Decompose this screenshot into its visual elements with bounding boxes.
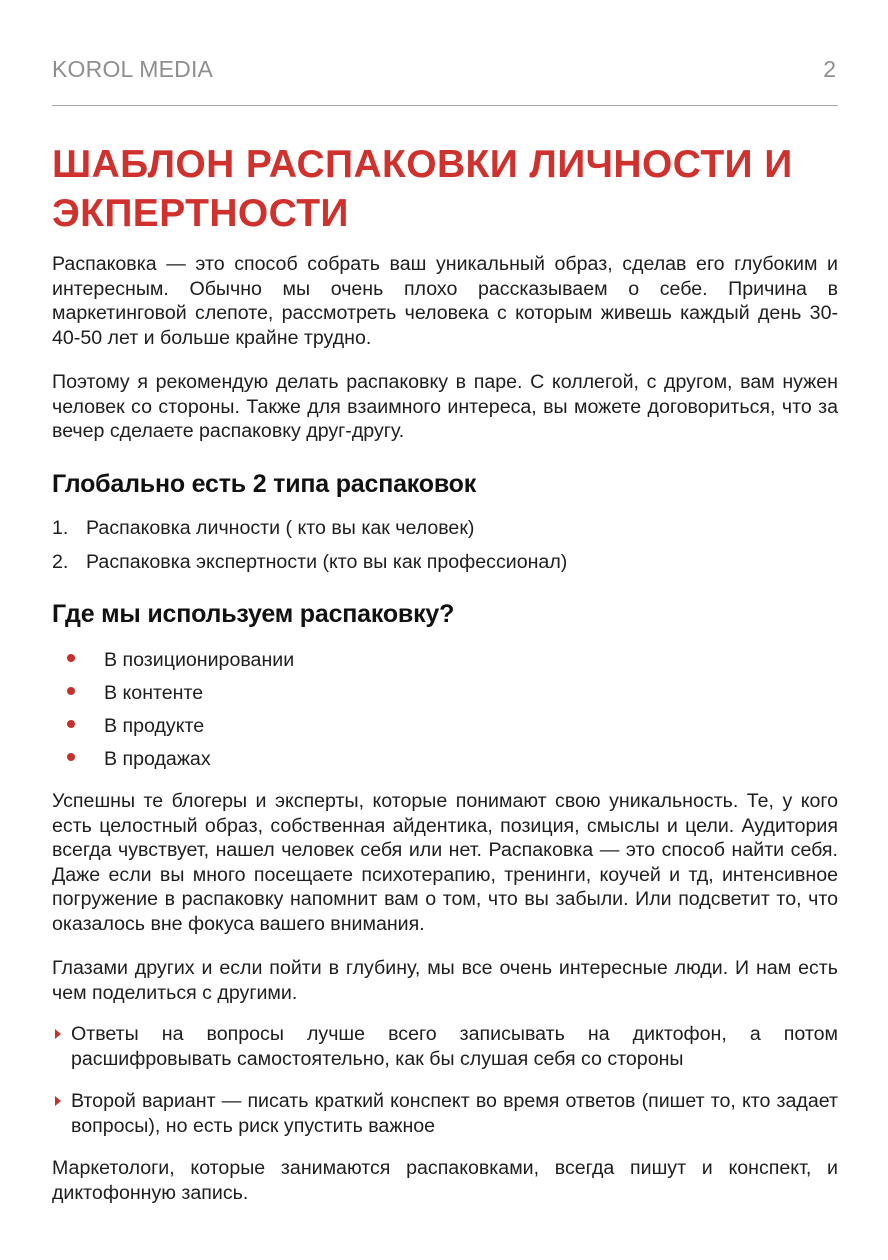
intro-paragraph-2: Поэтому я рекомендую делать распаковку в паре. С коллегой, с другом, вам нужен человек со стороны. Также для взаимного интереса, вы можете договориться, что за вечер сделаете распаковку друг-другу. xyxy=(52,371,838,443)
body-paragraph-2: Глазами других и если пойти в глубину, мы все очень интересные люди. И нам есть чем поделиться с другими. xyxy=(52,957,838,1004)
tip-item xyxy=(52,1089,838,1138)
bullet-text: В контенте xyxy=(104,682,204,704)
list-item xyxy=(52,516,474,540)
tip-text: Ответы на вопросы лучше всего записывать на диктофон, а потом расшифровывать самостоятельно, как бы слушая себя со стороны xyxy=(71,1023,838,1070)
page-number: 2 xyxy=(823,56,836,82)
triangle-bullet-icon xyxy=(55,1029,61,1039)
bullet-dot-icon xyxy=(67,687,75,695)
bullet-text: В продажах xyxy=(104,748,211,770)
closing-paragraph: Маркетологи, которые занимаются распаковками, всегда пишут и конспект, и диктофонную запись. xyxy=(52,1157,838,1204)
body-paragraph-1: Успешны те блогеры и эксперты, которые понимают свою уникальность. Те, у кого есть целостный образ, собственная айдентика, позиция, смыслы и цели. Аудитория всегда чувствует, нашел человек себя или нет. Распаковка — это способ найти себя. Даже если вы много посещаете психотерапию, тренинги, коучей и тд, интенсивное погружение в распаковку напомнит вам о том, что вы забыли. Или подсветит то, что оказалось вне фокуса вашего внимания. xyxy=(52,790,838,935)
list-item-number: 2. xyxy=(52,551,69,573)
tip-text: Второй вариант — писать краткий конспект во время ответов (пишет то, кто задает вопросы), но есть риск упустить важное xyxy=(71,1090,838,1137)
page-header xyxy=(52,54,838,106)
bullet-item xyxy=(64,747,211,771)
bullet-item xyxy=(64,681,203,705)
bullet-dot-icon xyxy=(67,654,75,662)
list-item-text: Распаковка экспертности (кто вы как профессионал) xyxy=(86,551,568,573)
usage-heading: Где мы используем распаковку? xyxy=(52,600,455,628)
page-title: ШАБЛОН РАСПАКОВКИ ЛИЧНОСТИ И ЭКПЕРТНОСТИ xyxy=(52,143,793,235)
bullet-dot-icon xyxy=(67,720,75,728)
list-item-text: Распаковка личности ( кто вы как человек) xyxy=(86,517,475,539)
tip-item xyxy=(52,1022,838,1071)
bullet-text: В позиционировании xyxy=(104,649,295,671)
triangle-bullet-icon xyxy=(55,1096,61,1106)
bullet-text: В продукте xyxy=(104,715,205,737)
brand-name: KOROL MEDIA xyxy=(52,56,214,82)
bullet-item xyxy=(64,648,294,672)
list-item xyxy=(52,550,567,574)
types-heading: Глобально есть 2 типа распаковок xyxy=(52,470,477,498)
bullet-item xyxy=(64,714,204,738)
list-item-number: 1. xyxy=(52,517,69,539)
bullet-dot-icon xyxy=(67,753,75,761)
intro-paragraph-1: Распаковка — это способ собрать ваш уникальный образ, сделав его глубоким и интересным. Обычно мы очень плохо рассказываем о себе. Причина в маркетинговой слепоте, рассмотреть человека с которым живешь каждый день 30-40-50 лет и больше крайне трудно. xyxy=(52,253,838,349)
